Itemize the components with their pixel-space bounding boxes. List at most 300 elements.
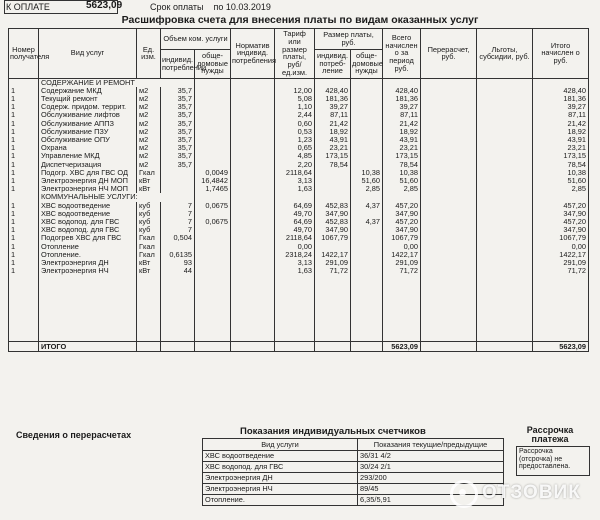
pay-label: К ОПЛАТЕ xyxy=(6,2,50,12)
cell-vc xyxy=(195,144,231,152)
cell-name: Отопление xyxy=(39,243,137,251)
cell-ben xyxy=(477,267,533,275)
cell-n: 1 xyxy=(9,259,39,267)
table-row xyxy=(9,185,589,193)
installment-title: Рассрочка платежа xyxy=(526,425,574,445)
cell-ben xyxy=(477,234,533,242)
cell-norm xyxy=(231,226,275,234)
table-row xyxy=(9,95,589,103)
cell-due: 181,36 xyxy=(533,95,589,103)
cell-vc xyxy=(195,243,231,251)
cell-tot: 457,20 xyxy=(383,218,421,226)
cell-name: Диспетчеризация xyxy=(39,161,137,169)
cell-pi xyxy=(315,169,351,177)
cell-n: 1 xyxy=(9,144,39,152)
cell-unit: м2 xyxy=(137,120,161,128)
cell-pi: 1422,17 xyxy=(315,251,351,259)
table-row xyxy=(9,87,589,95)
cell-vi xyxy=(161,169,195,177)
section-title: СОДЕРЖАНИЕ И РЕМОНТ xyxy=(39,78,195,87)
cell-name: Содерж. придом. террит. xyxy=(39,103,137,111)
cell-n: 1 xyxy=(9,177,39,185)
cell-vi: 44 xyxy=(161,267,195,275)
cell-due: 457,20 xyxy=(533,218,589,226)
cell-name: Управление МКД xyxy=(39,152,137,160)
table-row xyxy=(9,202,589,210)
cell-vc xyxy=(195,259,231,267)
cell-unit: м2 xyxy=(137,87,161,95)
cell-rec xyxy=(421,111,477,119)
cell-vi: 0,6135 xyxy=(161,251,195,259)
cell-name: Электроэнергия ДН xyxy=(39,259,137,267)
meters-title: Показания индивидуальных счетчиков xyxy=(240,426,426,437)
cell-n: 1 xyxy=(9,161,39,169)
cell-due: 78,54 xyxy=(533,161,589,169)
cell-name: ХВС водопод. для ГВС xyxy=(39,226,137,234)
cell-vc: 0,0675 xyxy=(195,202,231,210)
cell-tar: 12,00 xyxy=(275,87,315,95)
cell-ben xyxy=(477,103,533,111)
cell-name: Электроэнергия НЧ xyxy=(39,267,137,275)
cell-due: 39,27 xyxy=(533,103,589,111)
cell-due: 10,38 xyxy=(533,169,589,177)
cell-n: 1 xyxy=(9,95,39,103)
table-row xyxy=(9,243,589,251)
watermark-text: ОТЗОВИК xyxy=(482,482,581,503)
cell-ben xyxy=(477,226,533,234)
cell-pc xyxy=(351,136,383,144)
cell-due: 428,40 xyxy=(533,87,589,95)
table-row xyxy=(9,210,589,218)
cell-n: 1 xyxy=(9,218,39,226)
cell-due: 0,00 xyxy=(533,243,589,251)
cell-due: 347,90 xyxy=(533,210,589,218)
cell-unit: м2 xyxy=(137,103,161,111)
cell-vi: 35,7 xyxy=(161,120,195,128)
cell-ben xyxy=(477,251,533,259)
cell-vc xyxy=(195,103,231,111)
cell-pc xyxy=(351,144,383,152)
cell-tot: 428,40 xyxy=(383,87,421,95)
cell-name: Охрана xyxy=(39,144,137,152)
cell-ben xyxy=(477,243,533,251)
cell-pi: 43,91 xyxy=(315,136,351,144)
cell-n: 1 xyxy=(9,87,39,95)
cell-ben xyxy=(477,120,533,128)
cell-name: Обслуживание ОПУ xyxy=(39,136,137,144)
cell-tot: 1422,17 xyxy=(383,251,421,259)
cell-due: 51,60 xyxy=(533,177,589,185)
cell-vc: 16,4842 xyxy=(195,177,231,185)
cell-unit: м2 xyxy=(137,144,161,152)
cell-tot: 1067,79 xyxy=(383,234,421,242)
cell-ben xyxy=(477,218,533,226)
cell-tar: 64,69 xyxy=(275,218,315,226)
cell-pi xyxy=(315,243,351,251)
cell-due: 23,21 xyxy=(533,144,589,152)
total-row xyxy=(9,342,589,352)
cell-pi: 347,90 xyxy=(315,210,351,218)
meter-readings: 89/45 xyxy=(358,484,504,495)
cell-tar: 49,70 xyxy=(275,226,315,234)
cell-tot: 43,91 xyxy=(383,136,421,144)
cell-ben xyxy=(477,152,533,160)
cell-unit: кВт xyxy=(137,259,161,267)
cell-due: 71,72 xyxy=(533,267,589,275)
cell-pi: 181,36 xyxy=(315,95,351,103)
cell-tot: 23,21 xyxy=(383,144,421,152)
meter-row xyxy=(203,451,504,462)
cell-rec xyxy=(421,87,477,95)
cell-vi: 35,7 xyxy=(161,95,195,103)
cell-vi: 0,504 xyxy=(161,234,195,242)
cell-n: 1 xyxy=(9,267,39,275)
cell-pc xyxy=(351,243,383,251)
cell-vc xyxy=(195,95,231,103)
cell-rec xyxy=(421,103,477,111)
cell-tar: 3,13 xyxy=(275,177,315,185)
col-vol-ind: индивид. потреблении xyxy=(161,49,195,78)
cell-tar: 0,00 xyxy=(275,243,315,251)
cell-unit: куб xyxy=(137,218,161,226)
cell-unit: м2 xyxy=(137,136,161,144)
total-label: ИТОГО xyxy=(39,342,137,352)
total-charged: 5623,09 xyxy=(383,342,421,352)
table-row xyxy=(9,267,589,275)
cell-tot: 181,36 xyxy=(383,95,421,103)
cell-pi: 347,90 xyxy=(315,226,351,234)
cell-vi: 35,7 xyxy=(161,128,195,136)
cell-vi: 7 xyxy=(161,202,195,210)
cell-pi: 78,54 xyxy=(315,161,351,169)
cell-norm xyxy=(231,103,275,111)
cell-tar: 2118,64 xyxy=(275,234,315,242)
cell-due: 21,42 xyxy=(533,120,589,128)
cell-pc xyxy=(351,120,383,128)
watermark-logo xyxy=(450,478,590,508)
cell-pc: 4,37 xyxy=(351,218,383,226)
meters-col-type: Вид услуги xyxy=(203,439,358,451)
cell-pc xyxy=(351,161,383,169)
cell-tot: 21,42 xyxy=(383,120,421,128)
cell-pi: 71,72 xyxy=(315,267,351,275)
cell-tar: 5,08 xyxy=(275,95,315,103)
meter-readings: 30/24 2/1 xyxy=(358,462,504,473)
cell-norm xyxy=(231,210,275,218)
cell-pi: 23,21 xyxy=(315,144,351,152)
meter-type: Электроэнергия НЧ xyxy=(203,484,358,495)
cell-tot: 457,20 xyxy=(383,202,421,210)
cell-name: ХВС водоотведение xyxy=(39,210,137,218)
cell-rec xyxy=(421,152,477,160)
cell-due: 18,92 xyxy=(533,128,589,136)
cell-norm xyxy=(231,87,275,95)
cell-vc xyxy=(195,251,231,259)
cell-vc xyxy=(195,120,231,128)
cell-pc xyxy=(351,267,383,275)
cell-rec xyxy=(421,169,477,177)
cell-vc xyxy=(195,267,231,275)
cell-rec xyxy=(421,128,477,136)
cell-n: 1 xyxy=(9,120,39,128)
table-row xyxy=(9,259,589,267)
cell-due: 457,20 xyxy=(533,202,589,210)
cell-norm xyxy=(231,136,275,144)
cell-ben xyxy=(477,144,533,152)
cell-rec xyxy=(421,202,477,210)
cell-ben xyxy=(477,161,533,169)
col-benefits: Льготы, субсидии, руб. xyxy=(477,29,533,79)
cell-pi: 428,40 xyxy=(315,87,351,95)
col-vol-common: обще-домовые нужды xyxy=(195,49,231,78)
cell-n: 1 xyxy=(9,243,39,251)
cell-unit: м2 xyxy=(137,111,161,119)
table-row xyxy=(9,234,589,242)
section-row xyxy=(9,193,589,201)
cell-vi xyxy=(161,177,195,185)
cell-vi: 35,7 xyxy=(161,144,195,152)
cell-unit: куб xyxy=(137,210,161,218)
cell-n: 1 xyxy=(9,152,39,160)
cell-norm xyxy=(231,161,275,169)
cell-unit: Гкал xyxy=(137,243,161,251)
cell-pi xyxy=(315,185,351,193)
cell-ben xyxy=(477,177,533,185)
cell-norm xyxy=(231,144,275,152)
document-title: Расшифровка счета для внесения платы по видам оказанных услуг xyxy=(121,14,479,26)
cell-unit: м2 xyxy=(137,152,161,160)
cell-norm xyxy=(231,185,275,193)
cell-ben xyxy=(477,259,533,267)
cell-vi: 7 xyxy=(161,210,195,218)
cell-unit: м2 xyxy=(137,95,161,103)
cell-vc: 1,7465 xyxy=(195,185,231,193)
meter-readings: 6,35/5,91 xyxy=(358,495,504,506)
cell-tot: 291,09 xyxy=(383,259,421,267)
cell-rec xyxy=(421,251,477,259)
cell-ben xyxy=(477,111,533,119)
cell-ben xyxy=(477,210,533,218)
cell-ben xyxy=(477,185,533,193)
meter-row xyxy=(203,462,504,473)
cell-pc xyxy=(351,87,383,95)
cell-pi: 173,15 xyxy=(315,152,351,160)
cell-unit: куб xyxy=(137,202,161,210)
cell-n: 1 xyxy=(9,169,39,177)
cell-pc: 4,37 xyxy=(351,202,383,210)
meter-readings: 36/31 4/2 xyxy=(358,451,504,462)
recalc-title: Сведения о перерасчетах xyxy=(16,430,132,440)
col-tariff: Тариф или размер платы, руб/ед.изм. xyxy=(275,29,315,79)
table-row xyxy=(9,111,589,119)
cell-pi xyxy=(315,177,351,185)
table-row xyxy=(9,103,589,111)
cell-name: ХВС водопод. для ГВС xyxy=(39,218,137,226)
cell-pc xyxy=(351,128,383,136)
cell-n: 1 xyxy=(9,234,39,242)
cell-norm xyxy=(231,177,275,185)
table-row xyxy=(9,152,589,160)
cell-norm xyxy=(231,120,275,128)
cell-rec xyxy=(421,177,477,185)
cell-rec xyxy=(421,185,477,193)
col-fee-ind: индивид. потреб-ление xyxy=(315,49,351,78)
table-row xyxy=(9,251,589,259)
charges-table xyxy=(8,28,589,352)
cell-due: 1422,17 xyxy=(533,251,589,259)
meter-type: Отопление. xyxy=(203,495,358,506)
cell-pc xyxy=(351,259,383,267)
cell-unit: кВт xyxy=(137,267,161,275)
section-title: КОММУНАЛЬНЫЕ УСЛУГИ: xyxy=(39,193,195,201)
cell-vc xyxy=(195,111,231,119)
meter-type: ХВС водопод. для ГВС xyxy=(203,462,358,473)
cell-ben xyxy=(477,95,533,103)
cell-unit: кВт xyxy=(137,177,161,185)
cell-pi: 452,83 xyxy=(315,202,351,210)
table-row xyxy=(9,218,589,226)
cell-norm xyxy=(231,152,275,160)
cell-pc xyxy=(351,251,383,259)
cell-pc xyxy=(351,210,383,218)
cell-n: 1 xyxy=(9,103,39,111)
cell-ben xyxy=(477,128,533,136)
cell-vc xyxy=(195,226,231,234)
cell-due: 1067,79 xyxy=(533,234,589,242)
cell-n: 1 xyxy=(9,185,39,193)
cell-pc: 10,38 xyxy=(351,169,383,177)
cell-tot: 71,72 xyxy=(383,267,421,275)
col-volume: Объем ком. услуги xyxy=(161,29,231,50)
cell-vi: 35,7 xyxy=(161,161,195,169)
cell-pi: 18,92 xyxy=(315,128,351,136)
cell-rec xyxy=(421,161,477,169)
cell-ben xyxy=(477,136,533,144)
table-header-row xyxy=(9,29,589,50)
cell-pc xyxy=(351,226,383,234)
cell-rec xyxy=(421,136,477,144)
cell-norm xyxy=(231,111,275,119)
cell-tar: 0,60 xyxy=(275,120,315,128)
cell-unit: куб xyxy=(137,226,161,234)
col-total-due: Итого начислен о руб. xyxy=(533,29,589,79)
cell-vc xyxy=(195,210,231,218)
cell-norm xyxy=(231,259,275,267)
cell-name: Обслуживание АППЗ xyxy=(39,120,137,128)
cell-name: Подогрев ХВС для ГВС xyxy=(39,234,137,242)
cell-tar: 1,63 xyxy=(275,267,315,275)
cell-pi: 291,09 xyxy=(315,259,351,267)
table-row xyxy=(9,169,589,177)
cell-norm xyxy=(231,234,275,242)
cell-tar: 2,20 xyxy=(275,161,315,169)
cell-tot: 39,27 xyxy=(383,103,421,111)
cell-tot: 78,54 xyxy=(383,161,421,169)
cell-vi: 35,7 xyxy=(161,87,195,95)
cell-pc xyxy=(351,111,383,119)
col-unit: Ед. изм. xyxy=(137,29,161,79)
cell-unit: Гкал xyxy=(137,234,161,242)
cell-ben xyxy=(477,169,533,177)
cell-vc xyxy=(195,136,231,144)
cell-vi: 93 xyxy=(161,259,195,267)
cell-n: 1 xyxy=(9,226,39,234)
cell-name: Текущий ремонт xyxy=(39,95,137,103)
col-norm: Норматив индивид. потребления xyxy=(231,29,275,79)
cell-tot: 51,60 xyxy=(383,177,421,185)
cell-n: 1 xyxy=(9,111,39,119)
cell-tar: 1,63 xyxy=(275,185,315,193)
cell-tar: 0,53 xyxy=(275,128,315,136)
cell-tar: 3,13 xyxy=(275,259,315,267)
col-fee: Размер платы, руб. xyxy=(315,29,383,50)
meter-type: ХВС водоотведение xyxy=(203,451,358,462)
cell-pi: 21,42 xyxy=(315,120,351,128)
table-body xyxy=(9,78,589,352)
cell-vi xyxy=(161,243,195,251)
cell-vc xyxy=(195,152,231,160)
cell-vi: 35,7 xyxy=(161,152,195,160)
cell-n: 1 xyxy=(9,210,39,218)
col-total-charged: Всего начислен о за период руб. xyxy=(383,29,421,79)
cell-rec xyxy=(421,120,477,128)
table-row xyxy=(9,177,589,185)
col-service: Вид услуг xyxy=(39,29,137,79)
cell-pc: 51,60 xyxy=(351,177,383,185)
cell-name: Электроэнергия НЧ МОП xyxy=(39,185,137,193)
cell-vi: 35,7 xyxy=(161,136,195,144)
col-recalc: Перерасчет, руб. xyxy=(421,29,477,79)
cell-tot: 173,15 xyxy=(383,152,421,160)
cell-n: 1 xyxy=(9,251,39,259)
cell-vc xyxy=(195,87,231,95)
cell-rec xyxy=(421,243,477,251)
cell-tot: 347,90 xyxy=(383,210,421,218)
cell-tar: 64,69 xyxy=(275,202,315,210)
cell-n: 1 xyxy=(9,128,39,136)
cell-name: Электроэнергия ДН МОП xyxy=(39,177,137,185)
cell-pi: 39,27 xyxy=(315,103,351,111)
cell-norm xyxy=(231,267,275,275)
meter-type: Электроэнергия ДН xyxy=(203,473,358,484)
cell-unit: м2 xyxy=(137,161,161,169)
cell-ben xyxy=(477,202,533,210)
cell-due: 291,09 xyxy=(533,259,589,267)
section-row xyxy=(9,78,589,87)
pay-amount: 5623,09 xyxy=(86,0,123,11)
cell-norm xyxy=(231,202,275,210)
cell-n: 1 xyxy=(9,202,39,210)
table-row xyxy=(9,161,589,169)
cell-vi xyxy=(161,185,195,193)
col-num: Номер получателя xyxy=(9,29,39,79)
cell-name: Подогр. ХВС для ГВС ОД xyxy=(39,169,137,177)
cell-pi: 87,11 xyxy=(315,111,351,119)
cell-vc: 0,0675 xyxy=(195,218,231,226)
cell-tot: 87,11 xyxy=(383,111,421,119)
cell-due: 2,85 xyxy=(533,185,589,193)
cell-name: Обслуживание ПЗУ xyxy=(39,128,137,136)
cell-name: Отопление. xyxy=(39,251,137,259)
cell-pc xyxy=(351,95,383,103)
payment-header xyxy=(2,0,598,14)
cell-name: Обслуживание лифтов xyxy=(39,111,137,119)
total-due: 5623,09 xyxy=(533,342,589,352)
cell-due: 347,90 xyxy=(533,226,589,234)
cell-pc xyxy=(351,234,383,242)
cell-vc xyxy=(195,234,231,242)
cell-due: 173,15 xyxy=(533,152,589,160)
